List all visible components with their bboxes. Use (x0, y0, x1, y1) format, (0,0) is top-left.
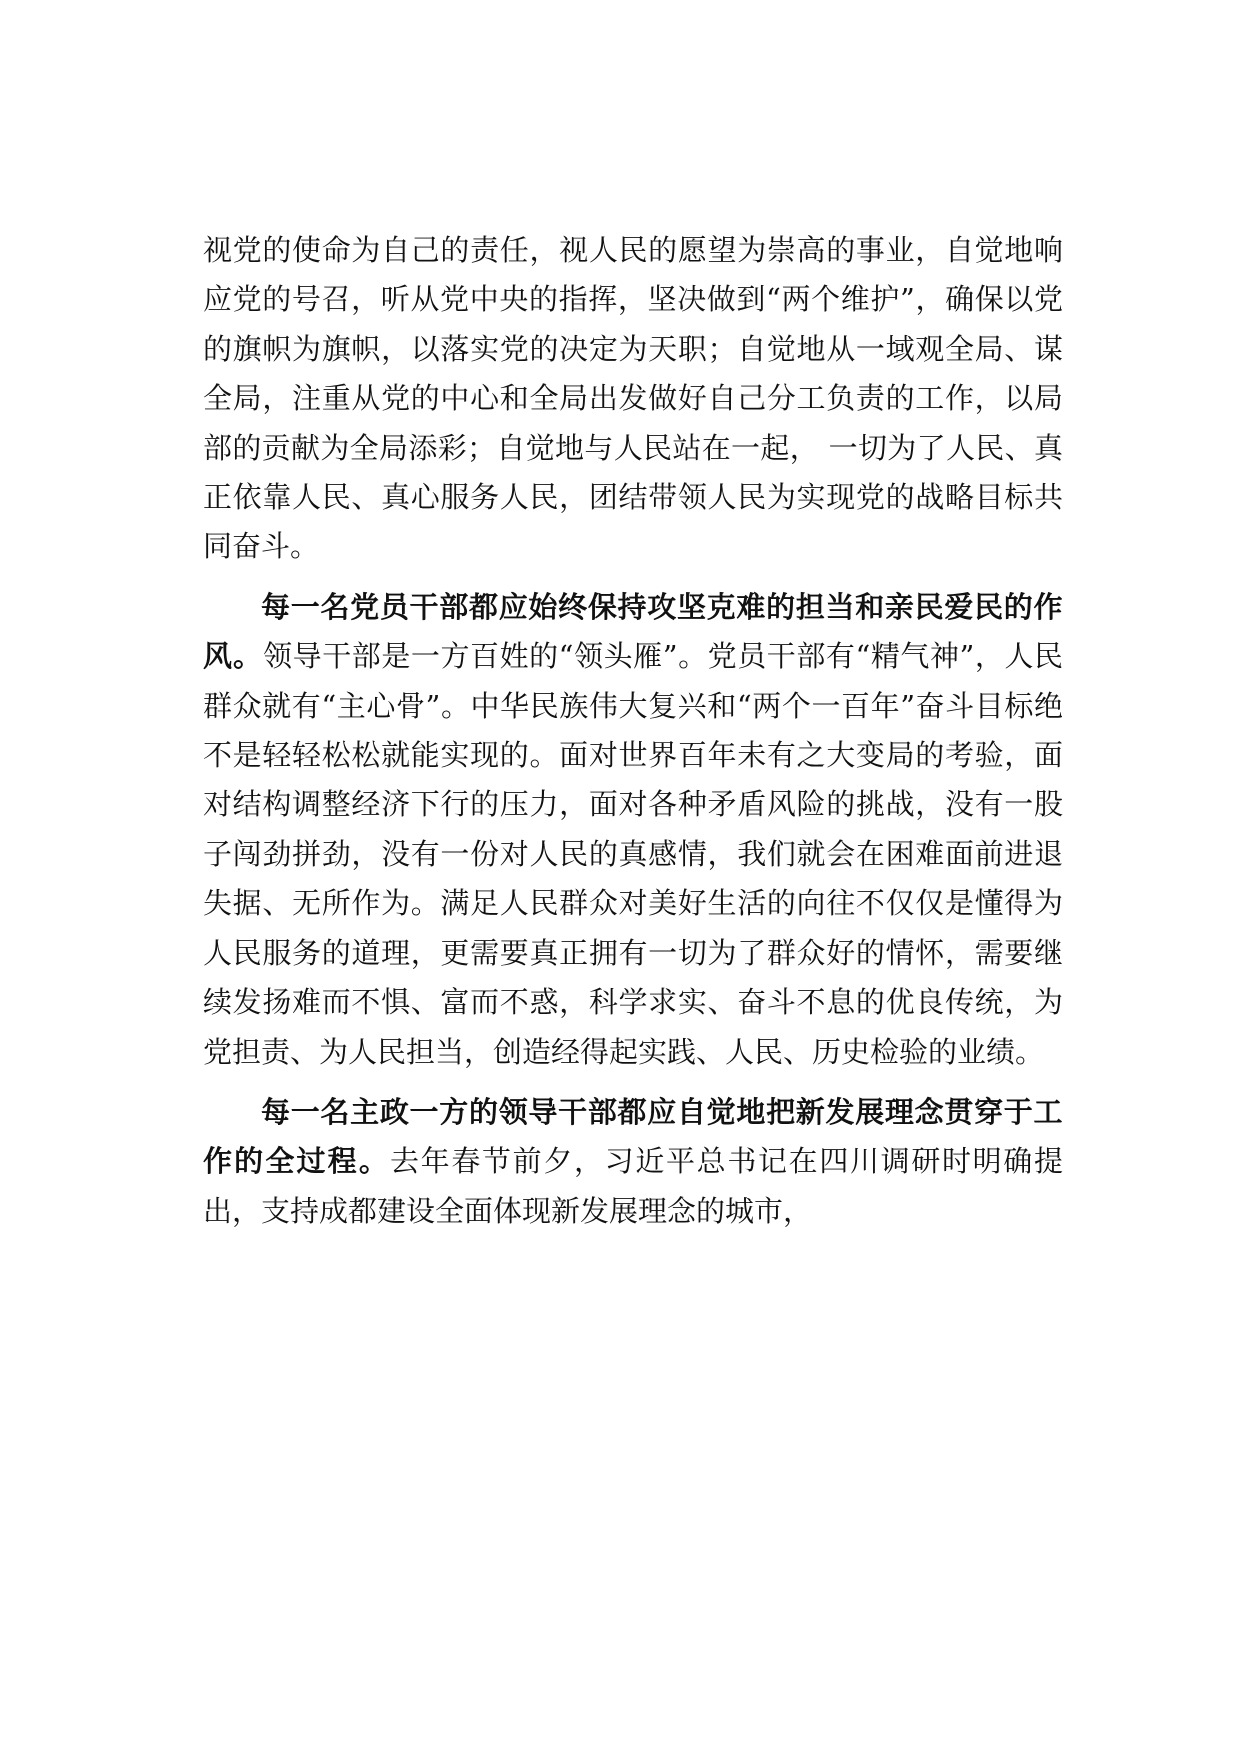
paragraph-3 (203, 1088, 1063, 1236)
paragraph-1 (203, 226, 1063, 572)
paragraph-2 (203, 583, 1063, 1077)
paragraph-3-lead: 每一名主政一方的领导干部都应自觉地把新发展理念贯穿于工作的全过程。 (203, 1094, 1063, 1179)
paragraph-1-text: 视党的使命为自己的责任，视人民的愿望为崇高的事业，自觉地响应党的号召，听从党中央的指挥，坚决做到“两个维护”，确保以党的旗帜为旗帜，以落实党的决定为天职；自觉地从一域观全局、谋全局，注重从党的中心和全局出发做好自己分工负责的工作，以局部的贡献为全局添彩；自觉地与人民站在一起， 一切为了人民、真正依靠人民、真心服务人民，团结带领人民为实现党的战略目标共同奋斗。 (203, 233, 1063, 564)
document-body (203, 226, 1063, 1236)
paragraph-2-lead: 每一名党员干部都应始终保持攻坚克难的担当和亲民爱民的作风。 (203, 589, 1063, 674)
paragraph-2-text: 领导干部是一方百姓的“领头雁”。党员干部有“精气神”，人民群众就有“主心骨”。中华民族伟大复兴和“两个一百年”奋斗目标绝不是轻轻松松就能实现的。面对世界百年未有之大变局的考验，面对结构调整经济下行的压力，面对各种矛盾风险的挑战，没有一股子闯劲拼劲，没有一份对人民的真感情，我们就会在困难面前进退失据、无所作为。满足人民群众对美好生活的向往不仅仅是懂得为人民服务的道理，更需要真正拥有一切为了群众好的情怀，需要继续发扬难而不惧、富而不惑，科学求实、奋斗不息的优良传统，为党担责、为人民担当，创造经得起实践、人民、历史检验的业绩。 (203, 639, 1063, 1069)
paragraph-3-text: 去年春节前夕，习近平总书记在四川调研时明确提出，支持成都建设全面体现新发展理念的城市， (203, 1144, 1063, 1228)
